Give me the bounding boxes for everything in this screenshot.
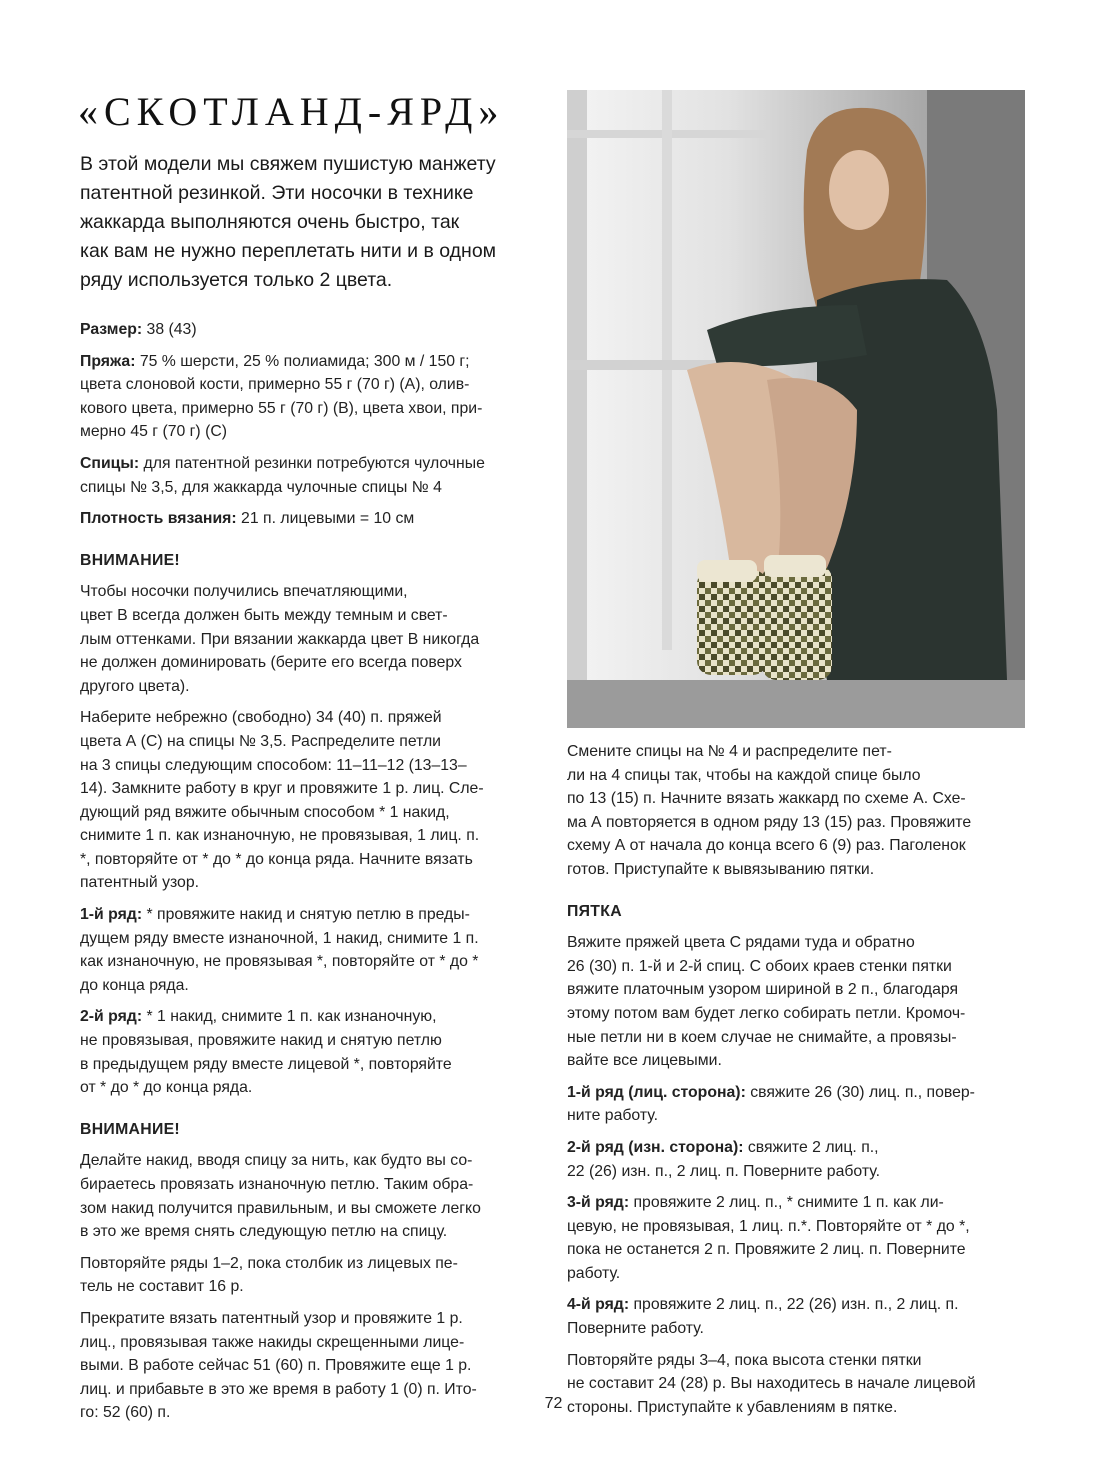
text-line: провяжите 2 лиц. п., 22 (26) изн. п., 2 лиц. п. [629,1296,959,1314]
model-photo [567,90,1025,728]
text-line: в предыдущем ряду вместе лицевой *, повторяйте [80,1055,452,1073]
heel-row-2 [567,1136,1037,1183]
text-line: цвета А (С) на спицы № 3,5. Распределите петли [80,732,442,750]
intro-paragraph [80,150,550,295]
text-line: бираетесь провязать изнаночную петлю. Таким обра- [80,1176,474,1193]
text-line: 14). Замкните работу в круг и провяжите 1 р. лиц. Сле- [80,780,484,798]
repeat-rows-paragraph [80,1252,550,1299]
spec-gauge-label: Плотность вязания: [80,510,237,528]
text-line: от * до * до конца ряда. [80,1079,253,1097]
text-line: Поверните работу. [567,1320,704,1338]
text-line: стороны. Приступайте к убавлениям в пятке. [567,1398,898,1416]
heel-row-3-label: 3-й ряд: [567,1194,630,1212]
text-line: ли на 4 спицы так, чтобы на каждой спице было [567,766,921,784]
text-line: цвет В всегда должен быть между темным и свет- [80,606,448,624]
text-line: не должен доминировать (берите его всегда поверх [80,654,462,672]
text-line: тель не составит 16 р. [80,1278,244,1296]
text-line: Смените спицы на № 4 и распределите пет- [567,743,892,760]
intro-line: как вам не нужно переплетать нити и в одном [80,240,497,262]
text-line: *, повторяйте от * до * до конца ряда. Начните вязать [80,850,473,868]
attention-heading: ВНИМАНИЕ! [80,1120,180,1138]
text-line: лиц. и прибавьте в это же время в работу 1 (0) п. Ито- [80,1380,477,1398]
text-line: цевую, не провязывая, 1 лиц. п.*. Повторяйте от * до *, [567,1217,970,1235]
heel-row-3 [567,1191,1037,1285]
heel-row-1-label: 1-й ряд (лиц. сторона): [567,1083,746,1101]
text-line: как изнаночную, не провязывая *, повторяйте от * до * [80,953,479,971]
text-line: свяжите 2 лиц. п., [743,1138,879,1156]
spec-yarn-text: 75 % шерсти, 25 % полиамида; 300 м / 150 г; [135,352,470,370]
spec-needles-text: для патентной резинки потребуются чулочные [139,454,485,472]
text-line: Повторяйте ряды 3–4, пока высота стенки пятки [567,1351,922,1369]
row-1-instruction [80,903,550,997]
text-line: Повторяйте ряды 1–2, пока столбик из лицевых пе- [80,1254,458,1272]
text-line: на 3 спицы следующим способом: 11–11–12 (13–13– [80,756,467,774]
text-line: дующий ряд вяжите обычным способом * 1 накид, [80,803,450,821]
heel-row-4-label: 4-й ряд: [567,1296,630,1314]
spec-needles [80,452,550,499]
spec-size [80,318,550,342]
text-line: выми. В работе сейчас 51 (60) п. Провяжите еще 1 р. [80,1357,472,1375]
spec-yarn-label: Пряжа: [80,352,136,370]
intro-line: жаккарда выполняются очень быстро, так [80,211,460,233]
text-line: до конца ряда. [80,976,189,994]
row-1-label: 1-й ряд: [80,906,143,924]
intro-line: ряду используется только 2 цвета. [80,269,393,291]
text-line: патентный узор. [80,874,200,892]
text-line: Прекратите вязать патентный узор и провяжите 1 р. [80,1309,463,1327]
heel-row-2-label: 2-й ряд (изн. сторона): [567,1138,744,1156]
text-line: Чтобы носочки получились впечатляющими, [80,583,408,601]
text-line: дущем ряду вместе изнаночной, 1 накид, снимите 1 п. [80,929,479,947]
cast-on-paragraph [80,706,550,895]
right-column [567,740,1037,1427]
text-line: схему А от начала до конца всего 6 (9) раз. Паголенок [567,837,966,855]
text-line: * 1 накид, снимите 1 п. как изнаночную, [142,1008,437,1026]
spec-gauge-value: 21 п. лицевыми = 10 см [236,510,415,528]
text-line: лым оттенками. При вязании жаккарда цвет В никогда [80,630,480,648]
spec-size-value: 38 (43) [142,321,197,338]
page-number: 72 [544,1395,563,1412]
text-line: ма А повторяется в одном ряду 13 (15) раз. Провяжите [567,813,972,831]
text-line: свяжите 26 (30) лиц. п., повер- [745,1083,975,1101]
text-line: пока не останется 2 п. Провяжите 2 лиц. п. Поверните [567,1241,966,1259]
row-2-instruction [80,1005,550,1099]
text-line: не составит 24 (28) р. Вы находитесь в начале лицевой [567,1375,976,1393]
attention-text [80,1149,550,1243]
heel-row-1 [567,1081,1037,1128]
spec-needles-label: Спицы: [80,454,140,472]
text-line: лиц., провязывая также накиды скрещенными лице- [80,1333,465,1351]
text-line: этому потом вам будет легко собирать петли. Кромоч- [567,1004,966,1022]
page-title: «СКОТЛАНД-ЯРД» [78,89,505,134]
text-line: го: 52 (60) п. [80,1404,171,1422]
row-2-label: 2-й ряд: [80,1008,143,1026]
text-line: Делайте накид, вводя спицу за нить, как будто вы со- [80,1152,473,1170]
text-line: в это же время снять следующую петлю на спицу. [80,1223,448,1241]
text-line: 26 (30) п. 1-й и 2-й спиц. С обоих краев стенки пятки [567,957,952,975]
jacquard-paragraph [567,740,1037,882]
text-line: 22 (26) изн. п., 2 лиц. п. Поверните работу. [567,1162,880,1180]
spec-yarn [80,350,550,444]
intro-line: патентной резинкой. Эти носочки в технике [80,182,474,204]
attention-heading: ВНИМАНИЕ! [80,551,180,569]
heel-row-4 [567,1293,1037,1340]
text-line: не провязывая, провяжите накид и снятую петлю [80,1032,442,1050]
text-line: вяжите платочным узором шириной в 2 п., благодаря [567,981,959,999]
heel-heading: ПЯТКА [567,902,622,920]
heel-intro [567,931,1037,1073]
spec-needles-text: спицы № 3,5, для жаккарда чулочные спицы № 4 [80,478,442,496]
intro-line: В этой модели мы свяжем пушистую манжету [80,153,496,175]
text-line: ните работу. [567,1107,658,1125]
spec-gauge [80,507,550,531]
model-photo-illustration [567,90,1025,728]
text-line: работу. [567,1264,621,1282]
text-line: другого цвета). [80,677,190,695]
text-line: Наберите небрежно (свободно) 34 (40) п. пряжей [80,709,442,727]
text-line: Вяжите пряжей цвета С рядами туда и обратно [567,934,915,952]
spec-yarn-text: цвета слоновой кости, примерно 55 г (70 г) (А), олив- [80,376,470,394]
spec-yarn-text: мерно 45 г (70 г) (С) [80,423,228,441]
text-line: * провяжите накид и снятую петлю в преды- [142,906,470,924]
text-line: по 13 (15) п. Начните вязать жаккард по схеме А. Схе- [567,790,966,808]
text-line: ные петли ни в коем случае не снимайте, а провязы- [567,1028,957,1046]
left-column [80,318,550,1433]
text-line: вайте все лицевыми. [567,1052,722,1070]
spec-yarn-text: кового цвета, примерно 55 г (70 г) (В), цвета хвои, при- [80,399,483,417]
text-line: провяжите 2 лиц. п., * снимите 1 п. как ли- [629,1194,944,1212]
text-line: готов. Приступайте к вывязыванию пятки. [567,860,875,878]
text-line: снимите 1 п. как изнаночную, не провязывая, 1 лиц. п. [80,827,480,845]
text-line: зом накид получится правильным, и вы сможете легко [80,1199,481,1217]
attention-text [80,580,550,698]
spec-size-label: Размер: [80,321,143,338]
